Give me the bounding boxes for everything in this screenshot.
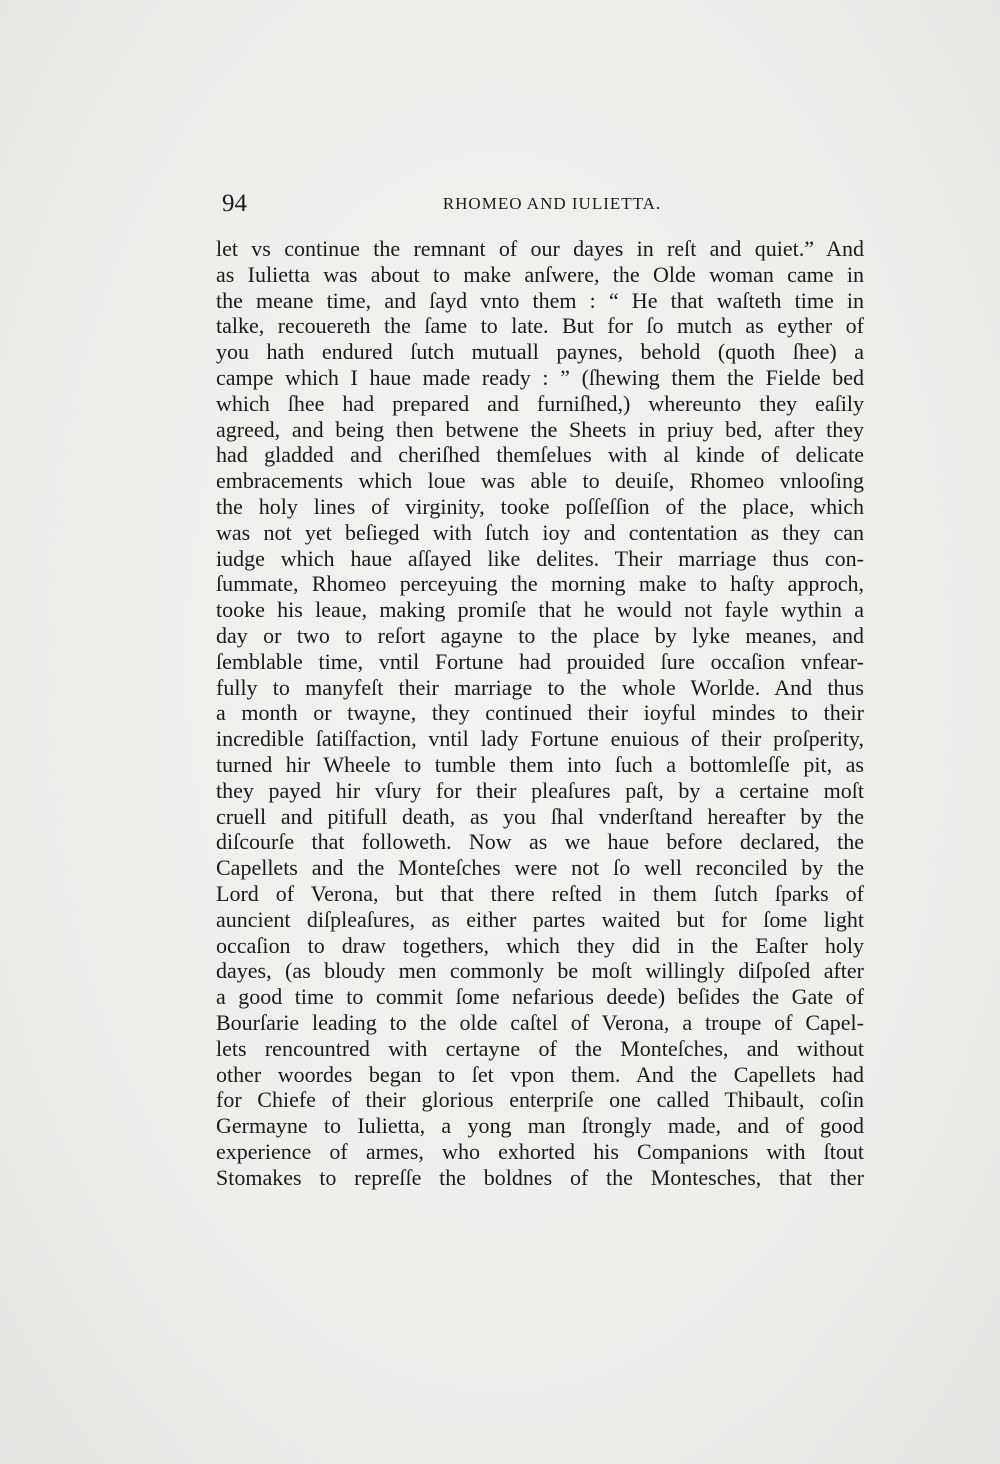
text-line: agreed, and being then betwene the Sheets in priuy bed, after they: [216, 416, 864, 442]
text-line: for Chiefe of their glorious enterpriſe one called Thibault, coſin: [216, 1087, 864, 1113]
text-line: talke, recouereth the ſame to late. But for ſo mutch as eyther of: [216, 313, 864, 339]
text-line: lets rencountred with certayne of the Monteſches, and without: [216, 1035, 864, 1061]
text-line: experience of armes, who exhorted his Companions with ſtout: [216, 1138, 864, 1164]
text-line: a good time to commit ſome nefarious deede) beſides the Gate of: [216, 984, 864, 1010]
text-line: a month or twayne, they continued their ioyful mindes to their: [216, 700, 864, 726]
text-line: campe which I haue made ready : ” (ſhewing them the Fielde bed: [216, 364, 864, 390]
text-line: tooke his leaue, making promiſe that he would not fayle wythin a: [216, 597, 864, 623]
text-line: let vs continue the remnant of our dayes in reſt and quiet.” And: [216, 236, 864, 261]
text-line: ſemblable time, vntil Fortune had prouided ſure occaſion vnfear-: [216, 648, 864, 674]
text-line: as Iulietta was about to make anſwere, the Olde woman came in: [216, 261, 864, 287]
body-text: [216, 236, 864, 1190]
text-line: dayes, (as bloudy men commonly be moſt willingly diſpoſed after: [216, 958, 864, 984]
text-line: Lord of Verona, but that there reſted in them ſutch ſparks of: [216, 880, 864, 906]
running-title: RHOMEO AND IULIETTA.: [442, 194, 662, 213]
text-line: you hath endured ſutch mutuall paynes, behold (quoth ſhee) a: [216, 339, 864, 365]
text-line: other woordes began to ſet vpon them. And the Capellets had: [216, 1061, 864, 1087]
text-line: they payed hir vſury for their pleaſures paſt, by a certaine moſt: [216, 777, 864, 803]
text-line: Bourſarie leading to the olde caſtel of Verona, a troupe of Capel-: [216, 1009, 864, 1035]
text-line: diſcourſe that followeth. Now as we haue before declared, the: [216, 829, 864, 855]
text-line: occaſion to draw togethers, which they did in the Eaſter holy: [216, 932, 864, 958]
text-line: turned hir Wheele to tumble them into ſuch a bottomleſſe pit, as: [216, 751, 864, 777]
text-line: incredible ſatiſfaction, vntil lady Fortune enuious of their proſperity,: [216, 726, 864, 752]
text-line: day or two to reſort agayne to the place by lyke meanes, and: [216, 622, 864, 648]
text-line: the meane time, and ſayd vnto them : “ He that waſteth time in: [216, 287, 864, 313]
text-line: cruell and pitifull death, as you ſhal vnderſtand hereafter by the: [216, 803, 864, 829]
text-line: auncient diſpleaſures, as either partes waited but for ſome light: [216, 906, 864, 932]
text-line: iudge which haue aſſayed like delites. Their marriage thus con-: [216, 545, 864, 571]
text-line: fully to manyfeſt their marriage to the whole Worlde. And thus: [216, 674, 864, 700]
page-number: 94: [222, 190, 247, 217]
text-line: the holy lines of virginity, tooke poſſeſſion of the place, which: [216, 493, 864, 519]
text-line: Capellets and the Monteſches were not ſo well reconciled by the: [216, 855, 864, 881]
text-line: Germayne to Iulietta, a yong man ſtrongly made, and of good: [216, 1113, 864, 1139]
text-line: embracements which loue was able to deuiſe, Rhomeo vnlooſing: [216, 468, 864, 494]
text-line: Stomakes to repreſſe the boldnes of the Montesches, that ther: [216, 1164, 864, 1190]
text-line: which ſhee had prepared and furniſhed,) whereunto they eaſily: [216, 390, 864, 416]
text-line: had gladded and cheriſhed themſelues with al kinde of delicate: [216, 442, 864, 468]
running-head: [222, 186, 864, 222]
text-line: was not yet beſieged with ſutch ioy and contentation as they can: [216, 519, 864, 545]
text-line: ſummate, Rhomeo perceyuing the morning make to haſty approch,: [216, 571, 864, 597]
